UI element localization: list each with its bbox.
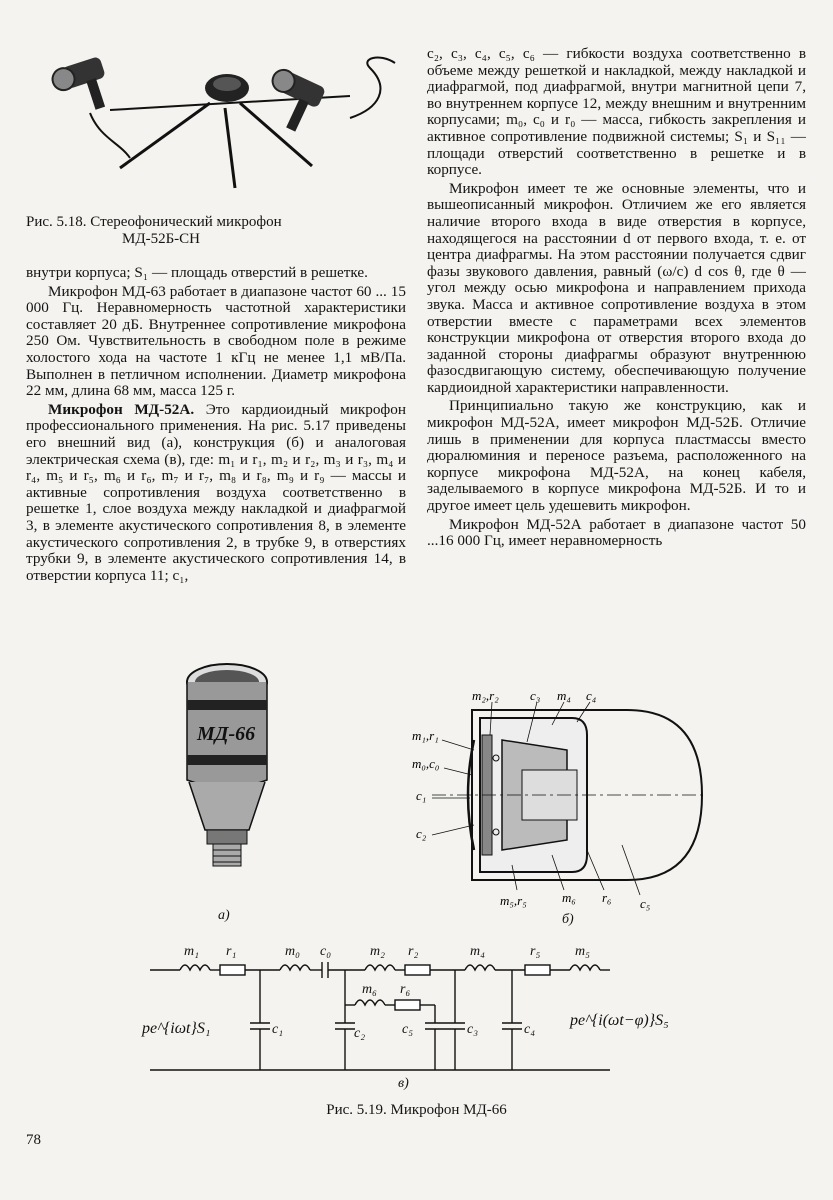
figure-5-19b-label: б): [562, 912, 574, 927]
circuit-label-m4: m₄: [470, 944, 485, 959]
label-m5r5: m₅,r₅: [500, 893, 527, 908]
circuit-label-c1: c₁: [272, 1022, 284, 1037]
circuit-label-m1: m₁: [184, 944, 199, 959]
circuit-label-m5: m₅: [575, 944, 590, 959]
label-m1r1: m₁,r₁: [412, 728, 439, 743]
label-c3: c₃: [530, 688, 541, 703]
circuit-label-r6: r₆: [400, 982, 411, 997]
right-paragraph-2: Микрофон имеет те же основные элементы, что и вышеописанный микрофон. Отличием же его является наличие второго входа в виде отверстия в корпусе, находящегося на расстоянии d от первого входа, т. е. от центра диафрагмы. На этом расстоянии получается сдвиг фазы звукового давления, равный (ω/c) d cos θ, где θ — угол между осью микрофона и направлением прихода звука. Масса и активное сопротивление воздуха в этом отверстии вместе с параметрами всех элементов конструкции микрофона от отверстия второго входа до заданной стороны диафрагмы образуют внутреннюю фазосдвигающую систему, обеспечивающую получение кардиоидной характеристики направленности.: [427, 179, 806, 396]
left-paragraph-1: внутри корпуса; S₁ — площадь отверстий в решетке.: [26, 264, 368, 281]
md52a-heading: Микрофон МД-52А.: [48, 400, 195, 418]
figure-5-19v-equivalent-circuit: [140, 935, 780, 1075]
figure-5-19v-label: в): [398, 1076, 409, 1091]
circuit-label-m6: m₆: [362, 982, 377, 997]
circuit-label-c4: c₄: [524, 1022, 536, 1037]
left-text-column: [26, 265, 406, 584]
left-paragraph-2: Микрофон МД-63 работает в диапазоне частот 60 ... 15 000 Гц. Неравномерность частотной характеристики составляет 20 дБ. Внутреннее сопротивление микрофона 250 Ом. Чувствительность в свободном поле в режиме холостого хода на частоте 1 кГц не менее 1,1 мВ/Па. Выполнен в петличном исполнении. Диаметр микрофона 22 мм, длина 68 мм, масса 125 г.: [26, 282, 406, 400]
label-m4: m₄: [557, 688, 571, 703]
circuit-label-r2: r₂: [408, 944, 419, 959]
label-r6: r₆: [602, 890, 612, 905]
label-m2r2: m₂,r₂: [472, 688, 499, 703]
label-m6: m₆: [562, 890, 576, 905]
right-paragraph-1: c₂, c₃, c₄, c₅, c₆ — гибкости воздуха соответственно в объеме между решеткой и накладкой, между накладкой и диафрагмой, под диафрагмой, внутри магнитной цепи 7, во внутреннем корпусе 12, между внешним и внутренним корпусами; m₀, c₀ и r₀ — масса, гибкость закрепления и активное сопротивление подвижной системы; S₁ и S₁₁ — площади отверстий соответственно в решетке и в корпусе.: [427, 45, 806, 179]
figure-5-19b-cross-section: [412, 680, 712, 920]
circuit-label-m0: m₀: [285, 944, 300, 959]
left-paragraph-3: [26, 402, 406, 585]
circuit-label-c2: c₂: [354, 1026, 366, 1041]
right-text-column: [427, 46, 806, 550]
figure-5-19-caption: Рис. 5.19. Микрофон МД-66: [326, 1102, 507, 1118]
label-c1: c₁: [416, 788, 427, 803]
right-paragraph-3: Принципиально такую же конструкцию, как и микрофон МД-52А, имеет микрофон МД-52Б. Отличие лишь в применении для корпуса пластмассы вместо дюралюминия и переносе разъема, расположенного на корпусе микрофона МД-52А, на конец кабеля, заделываемого в корпусе микрофона МД-52Б. И то и другое имеет цель удешевить микрофон.: [427, 397, 806, 515]
circuit-source-output: pe^{i(ωt−φ)}S₅: [570, 1012, 669, 1029]
circuit-source-input: pe^{iωt}S₁: [142, 1020, 211, 1037]
left-paragraph-3-text: Это кардиоидный микрофон профессионального применения. На рис. 5.17 приведены его внешний вид (а), конструкция (б) и аналоговая электрическая схема (в), где: m₁ и r₁, m₂ и r₂, m₃ и r₃, m₄ и r₄, m₅ и r₅, m₆ и r₆, m₇ и r₇, m₈ и r₈, m₉ и r₉ — массы и активные сопротивления воздуха соответственно в решетке 1, слое воздуха между накладкой и диафрагмой 3, в элементе акустического сопротивления 8, в элементе акустического сопротивления 2, в трубке 9, в отверстиях трубки 9, в элементе акустического сопротивления 14, в отверстии корпуса 11; c₁,: [26, 400, 406, 584]
figure-5-19a-microphone-exterior: [175, 660, 295, 890]
label-c5: c₅: [640, 896, 651, 911]
circuit-label-c0: c₀: [320, 944, 332, 959]
figure-5-18-caption-line1: Рис. 5.18. Стереофонический микрофон: [26, 214, 282, 230]
figure-5-18-stereo-microphone: [50, 48, 410, 208]
circuit-label-r5: r₅: [530, 944, 541, 959]
circuit-label-r1: r₁: [226, 944, 237, 959]
right-paragraph-4: Микрофон МД-52А работает в диапазоне частот 50 ...16 000 Гц, имеет неравномерность: [427, 515, 806, 550]
figure-5-19a-label: а): [218, 908, 230, 923]
circuit-label-m2: m₂: [370, 944, 385, 959]
page-number: 78: [26, 1132, 41, 1148]
circuit-label-c5: c₅: [402, 1022, 414, 1037]
circuit-label-c3: c₃: [467, 1022, 479, 1037]
figure-5-18-caption: [26, 214, 406, 248]
label-c2: c₂: [416, 826, 427, 841]
label-c4: c₄: [586, 688, 597, 703]
figure-5-18-caption-line2: МД-52Б-СН: [122, 231, 201, 247]
label-m0c0: m₀,c₀: [412, 756, 440, 771]
microphone-model-label: МД-66: [197, 723, 256, 745]
